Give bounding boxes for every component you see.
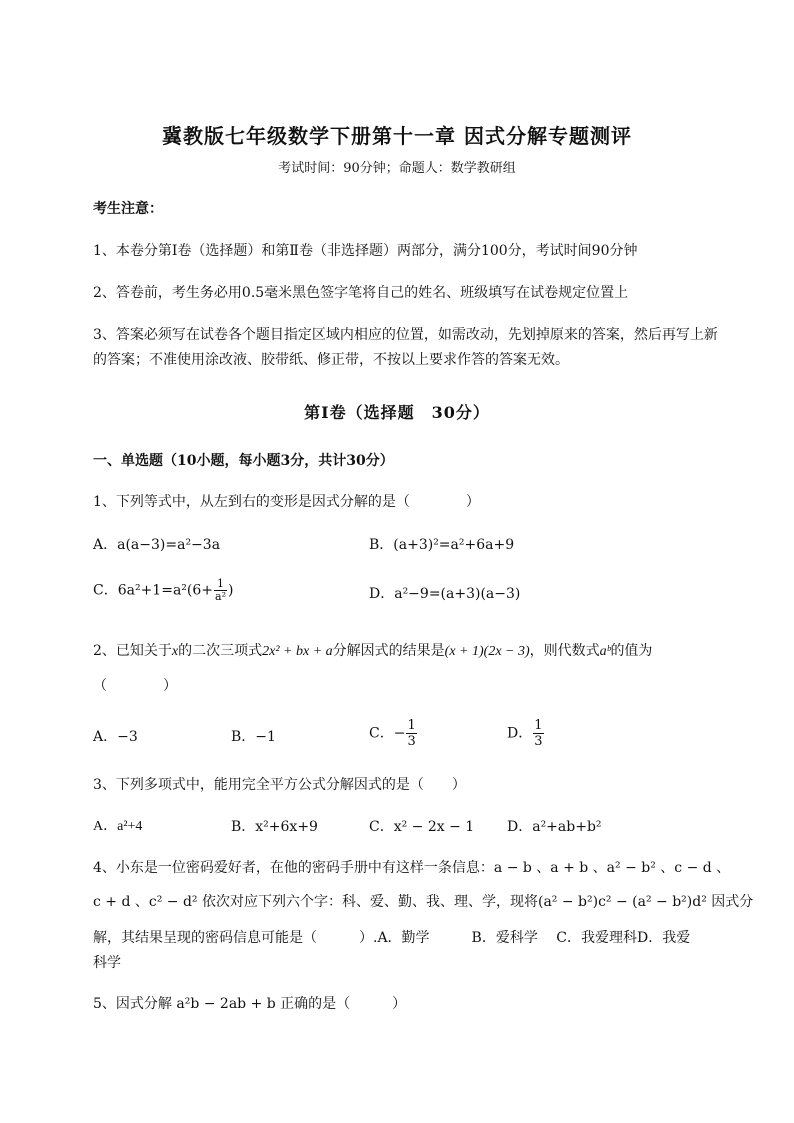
q4-line-3: 解，其结果呈现的密码信息可能是（ ）.A．勤学 B．爱科学 C．我爱理科D．我爱 (93, 930, 691, 946)
q1-option-a: A．a(a−3)=a²−3a (93, 537, 221, 553)
q2-answer-blank: （ ） (93, 678, 177, 694)
q4-line-2: c + d 、c² − d² 依次对应下列六个字：科、爱、勤、我、理、学，现将(a² − b²)c² − (a² − b²)d² 因式分 (93, 894, 754, 910)
q2-stem-part-2: 的二次三项式 (178, 643, 263, 659)
q1-option-d: D．a²−9=(a+3)(a−3) (369, 586, 521, 602)
q2-option-b: B．−1 (231, 729, 276, 745)
q2-option-c-numerator: 1 (407, 718, 416, 733)
notice-item-3-line-1: 3、答案必须写在试卷各个题目指定区域内相应的位置，如需改动，先划掉原来的答案，然后再写上新 (93, 327, 718, 343)
q2-stem-part-4: ，则代数式 (529, 643, 600, 659)
notice-heading: 考生注意： (93, 201, 163, 217)
notice-item-2: 2、答卷前，考生务必用0.5毫米黑色签字笔将自己的姓名、班级填写在试卷规定位置上 (93, 285, 629, 301)
q2-stem-part-5: 的值为 (610, 643, 653, 659)
q2-stem-part-1: 2、已知关于 (93, 643, 172, 659)
q4-line-1: 4、小东是一位密码爱好者，在他的密码手册中有这样一条信息：a − b 、a + b 、a² − b² 、c − d 、 (93, 860, 731, 876)
q2-option-a: A．−3 (93, 729, 138, 745)
q2-option-c-fraction (406, 718, 416, 749)
q1-option-c-close: ) (227, 582, 234, 599)
notice-item-3-line-2: 的答案；不准使用涂改液、胶带纸、修正带，不按以上要求作答的答案无效。 (93, 352, 569, 368)
notice-item-1: 1、本卷分第I卷（选择题）和第Ⅱ卷（非选择题）两部分，满分100分，考试时间90分钟 (93, 243, 638, 259)
section-title: 第I卷（选择题 30分） (304, 403, 490, 422)
q2-option-d-fraction (533, 718, 543, 749)
q1-stem: 1、下列等式中，从左到右的变形是因式分解的是（ ） (93, 494, 480, 510)
q1-option-c (93, 578, 233, 603)
q1-option-c-numerator: 1 (214, 578, 227, 591)
q1-option-b: B．(a+3)²=a²+6a+9 (369, 537, 515, 553)
q4-line-4: 科学 (93, 955, 121, 971)
q3-option-c: C．x² − 2x − 1 (369, 819, 475, 835)
q2-expression: aᵇ (599, 644, 611, 659)
q2-factored-form: (x + 1)(2x − 3) (444, 644, 530, 659)
q3-option-d: D．a²+ab+b² (507, 819, 602, 835)
q2-variable-x: x (171, 644, 179, 659)
q5-stem: 5、因式分解 a²b − 2ab + b 正确的是（ ） (93, 996, 407, 1012)
exam-info: 考试时间：90分钟；命题人：数学教研组 (278, 161, 516, 176)
q1-option-c-fraction (214, 578, 227, 603)
q1-option-c-denominator: a² (215, 590, 226, 603)
q3-stem: 3、下列多项式中，能用完全平方公式分解因式的是（ ） (93, 777, 466, 793)
q3-option-b: B．x²+6x+9 (231, 819, 318, 835)
q3-option-a: A．a²+4 (93, 819, 143, 834)
q2-option-c-prefix: C．− (369, 725, 406, 742)
q1-option-c-text: C．6a²+1=a²(6+ (93, 582, 214, 599)
q2-option-d-denominator: 3 (534, 734, 543, 749)
q2-option-c-denominator: 3 (407, 734, 416, 749)
q2-option-d-numerator: 1 (534, 718, 543, 733)
q2-stem (93, 641, 652, 662)
q2-option-d (507, 718, 545, 749)
q2-stem-part-3: 分解因式的结果是 (332, 643, 445, 659)
part-heading: 一、单选题（10小题，每小题3分，共计30分） (93, 453, 394, 469)
q2-polynomial: 2x² + bx + a (262, 644, 333, 659)
page-title: 冀教版七年级数学下册第十一章 因式分解专题测评 (162, 124, 632, 148)
q2-option-c (369, 718, 418, 749)
q2-option-d-prefix: D． (507, 725, 533, 742)
